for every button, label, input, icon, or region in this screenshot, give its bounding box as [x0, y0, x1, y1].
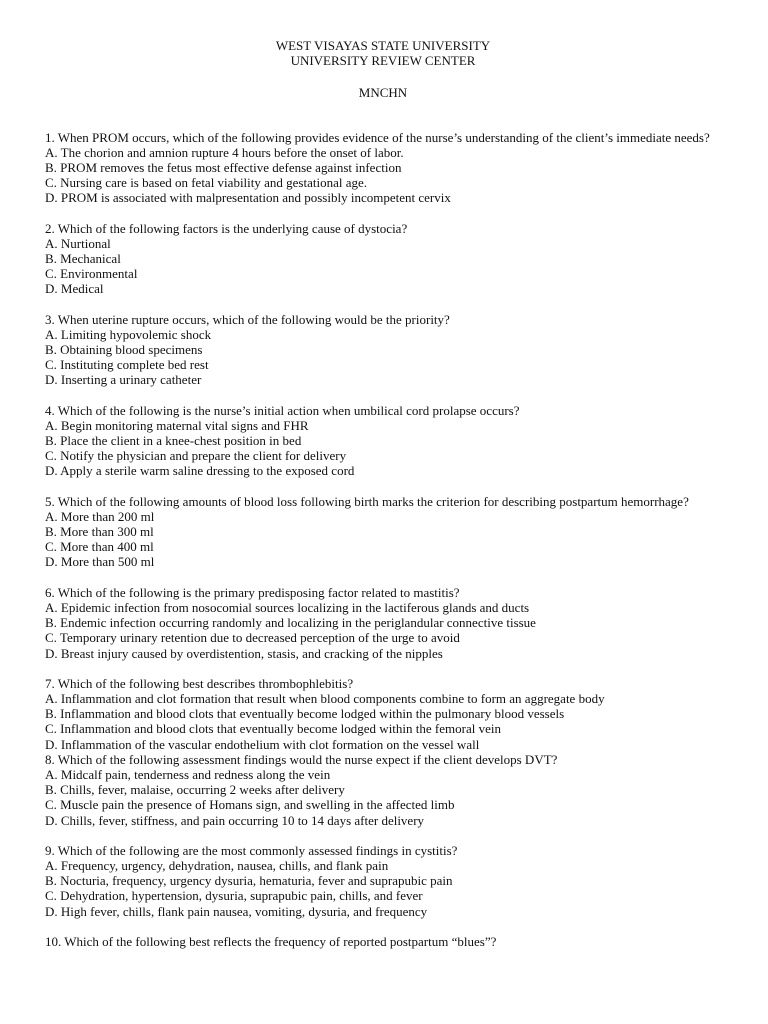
- question-text: 2. Which of the following factors is the underlying cause of dystocia?: [45, 220, 408, 236]
- answer-option: D. Inflammation of the vascular endothelium with clot formation on the vessel wall: [45, 736, 480, 752]
- answer-option: A. Epidemic infection from nosocomial sources localizing in the lactiferous glands and ducts: [45, 599, 530, 615]
- answer-option: A. Frequency, urgency, dehydration, nausea, chills, and flank pain: [45, 857, 389, 873]
- question-text: 9. Which of the following are the most commonly assessed findings in cystitis?: [45, 842, 458, 858]
- answer-option: C. Instituting complete bed rest: [45, 357, 209, 373]
- answer-option: A. Inflammation and clot formation that result when blood components combine to form an aggregate body: [45, 690, 605, 706]
- answer-option: C. Notify the physician and prepare the client for delivery: [45, 448, 347, 464]
- answer-option: C. Inflammation and blood clots that eventually become lodged within the femoral vein: [45, 721, 501, 737]
- answer-option: A. Nurtional: [45, 235, 111, 251]
- answer-option: D. Inserting a urinary catheter: [45, 372, 202, 388]
- question-text: 10. Which of the following best reflects the frequency of reported postpartum “blues”?: [45, 933, 497, 949]
- answer-option: C. Dehydration, hypertension, dysuria, suprapubic pain, chills, and fever: [45, 888, 423, 904]
- answer-option: A. Midcalf pain, tenderness and redness along the vein: [45, 766, 331, 782]
- document-page: [45, 38, 730, 964]
- question-text: 7. Which of the following best describes thrombophlebitis?: [45, 675, 354, 691]
- question-1: [45, 130, 730, 206]
- answer-option: B. More than 300 ml: [45, 524, 154, 540]
- answer-option: B. Endemic infection occurring randomly and localizing in the periglandular connective tissue: [45, 615, 536, 631]
- review-center-name: UNIVERSITY REVIEW CENTER: [290, 53, 476, 69]
- answer-option: B. Chills, fever, malaise, occurring 2 weeks after delivery: [45, 782, 345, 798]
- answer-option: B. Nocturia, frequency, urgency dysuria, hematuria, fever and suprapubic pain: [45, 873, 453, 889]
- question-list: [45, 130, 730, 949]
- answer-option: A. More than 200 ml: [45, 508, 155, 524]
- answer-option: C. Environmental: [45, 266, 138, 282]
- answer-option: B. Mechanical: [45, 251, 121, 267]
- answer-option: C. More than 400 ml: [45, 539, 154, 555]
- question-9: [45, 843, 730, 919]
- question-4: [45, 403, 730, 479]
- answer-option: D. More than 500 ml: [45, 554, 155, 570]
- answer-option: B. Obtaining blood specimens: [45, 342, 203, 358]
- answer-option: C. Temporary urinary retention due to decreased perception of the urge to avoid: [45, 630, 460, 646]
- answer-option: D. High fever, chills, flank pain nausea, vomiting, dysuria, and frequency: [45, 903, 428, 919]
- answer-option: C. Nursing care is based on fetal viability and gestational age.: [45, 175, 368, 191]
- answer-option: D. Chills, fever, stiffness, and pain occurring 10 to 14 days after delivery: [45, 812, 425, 828]
- answer-option: A. Limiting hypovolemic shock: [45, 326, 212, 342]
- answer-option: A. Begin monitoring maternal vital signs and FHR: [45, 417, 309, 433]
- answer-option: B. Inflammation and blood clots that eventually become lodged within the pulmonary blood vessels: [45, 706, 565, 722]
- answer-option: B. PROM removes the fetus most effective defense against infection: [45, 160, 402, 176]
- answer-option: D. Apply a sterile warm saline dressing to the exposed cord: [45, 463, 355, 479]
- university-name: WEST VISAYAS STATE UNIVERSITY: [275, 38, 491, 53]
- question-text: 5. Which of the following amounts of blood loss following birth marks the criterion for describing postpartum hemorrhage?: [45, 493, 689, 509]
- answer-option: C. Muscle pain the presence of Homans sign, and swelling in the affected limb: [45, 797, 455, 813]
- question-text: 6. Which of the following is the primary predisposing factor related to mastitis?: [45, 584, 460, 600]
- question-text: 4. Which of the following is the nurse’s initial action when umbilical cord prolapse occurs?: [45, 402, 520, 418]
- answer-option: D. Medical: [45, 281, 104, 297]
- subject-title: MNCHN: [358, 85, 408, 101]
- question-8: [45, 752, 730, 828]
- answer-option: D. PROM is associated with malpresentation and possibly incompetent cervix: [45, 190, 451, 206]
- answer-option: B. Place the client in a knee-chest position in bed: [45, 433, 302, 449]
- question-7: [45, 676, 730, 752]
- question-3: [45, 312, 730, 388]
- question-text: 8. Which of the following assessment findings would the nurse expect if the client develops DVT?: [45, 751, 558, 767]
- question-2: [45, 221, 730, 297]
- question-5: [45, 494, 730, 570]
- document-header: [45, 38, 721, 68]
- answer-option: D. Breast injury caused by overdistention, stasis, and cracking of the nipples: [45, 645, 443, 661]
- question-text: 1. When PROM occurs, which of the following provides evidence of the nurse’s understanding of the client’s immediate needs?: [45, 129, 710, 145]
- question-6: [45, 585, 730, 661]
- question-10: [45, 934, 730, 949]
- answer-option: A. The chorion and amnion rupture 4 hours before the onset of labor.: [45, 144, 404, 160]
- question-text: 3. When uterine rupture occurs, which of the following would be the priority?: [45, 311, 450, 327]
